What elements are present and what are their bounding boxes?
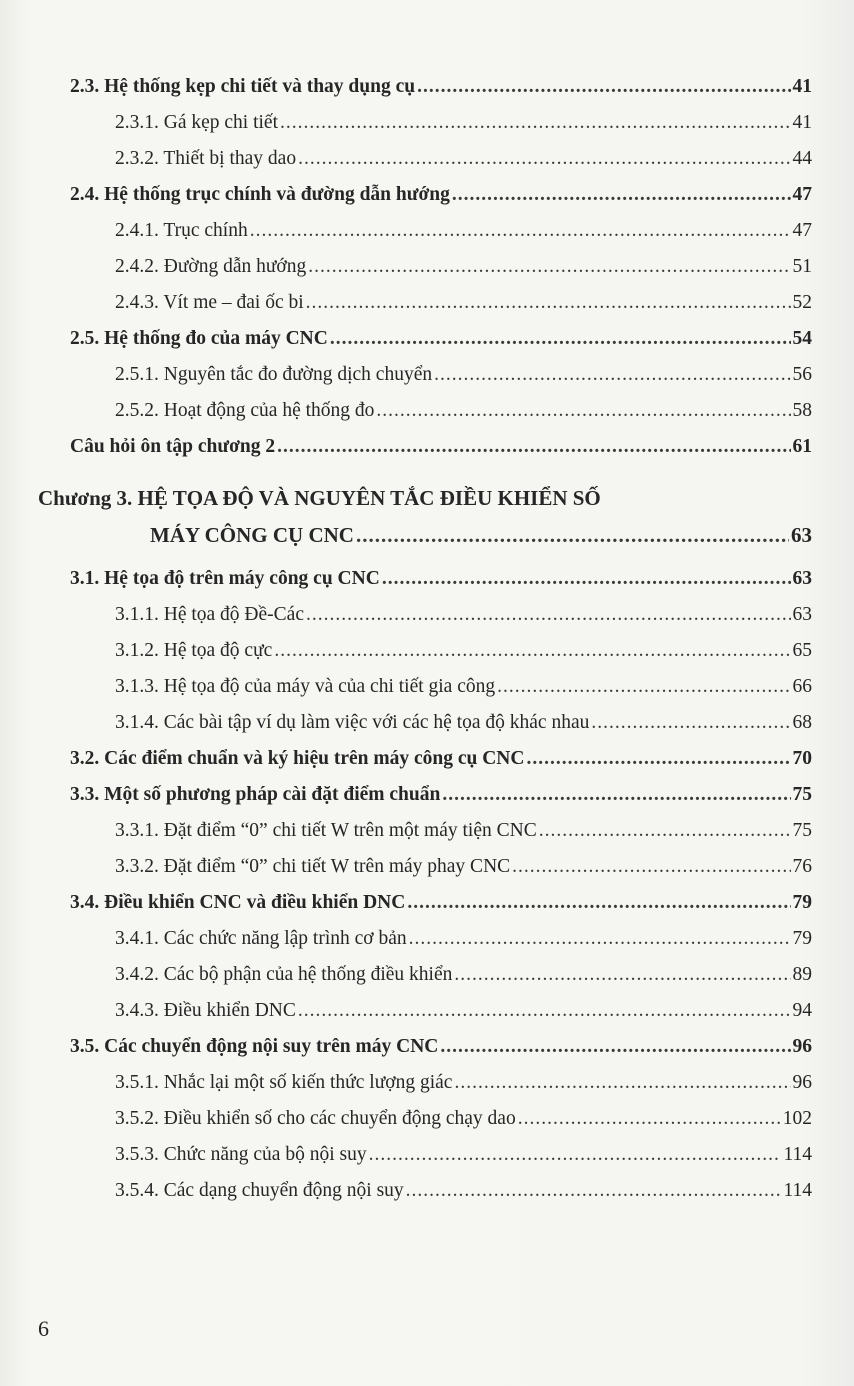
toc-entry-page: 114 xyxy=(783,1180,812,1201)
toc-entry-title: 3.3.1. Đặt điểm “0” chi tiết W trên một máy tiện CNC xyxy=(115,820,537,841)
toc-entry-3-2[interactable] xyxy=(70,747,812,771)
toc-entry-page: 54 xyxy=(792,328,812,349)
toc-leader-dots xyxy=(497,675,790,699)
toc-entry-title: 3.5.3. Chức năng của bộ nội suy xyxy=(115,1144,367,1165)
toc-entry-3-3-1[interactable] xyxy=(115,819,812,843)
toc-leader-dots xyxy=(512,855,790,879)
toc-leader-dots xyxy=(526,747,790,771)
toc-leader-dots xyxy=(452,183,791,207)
toc-leader-dots xyxy=(539,819,791,843)
toc-entry-2-4[interactable] xyxy=(70,183,812,207)
toc-entry-title: 3.5.4. Các dạng chuyển động nội suy xyxy=(115,1180,404,1201)
toc-entry-2-5-2[interactable] xyxy=(115,399,812,423)
toc-entry-review-questions[interactable] xyxy=(70,435,812,459)
toc-entry-page: 61 xyxy=(792,436,812,457)
toc-entry-title: 3.5.2. Điều khiển số cho các chuyển động chạy dao xyxy=(115,1108,516,1129)
toc-entry-title: 2.3.2. Thiết bị thay dao xyxy=(115,148,297,169)
toc-leader-dots xyxy=(306,291,791,315)
toc-entry-page: 75 xyxy=(792,784,812,805)
toc-leader-dots xyxy=(440,1035,790,1059)
toc-leader-dots xyxy=(454,1071,790,1095)
toc-entry-title: 3.1. Hệ tọa độ trên máy công cụ CNC xyxy=(70,568,380,589)
toc-entry-2-4-3[interactable] xyxy=(115,291,812,315)
toc-leader-dots xyxy=(382,567,791,591)
chapter-heading-line1: Chương 3. HỆ TỌA ĐỘ VÀ NGUYÊN TẮC ĐIỀU KHIỂN SỐ xyxy=(38,486,601,510)
toc-entry-3-1-2[interactable] xyxy=(115,639,812,663)
toc-leader-dots xyxy=(376,399,790,423)
toc-entry-title: 3.4.2. Các bộ phận của hệ thống điều khiển xyxy=(115,964,453,985)
toc-entry-title: 2.4.3. Vít me – đai ốc bi xyxy=(115,292,304,313)
toc-leader-dots xyxy=(277,435,790,459)
toc-entry-2-5-1[interactable] xyxy=(115,363,812,387)
toc-entry-page: 75 xyxy=(792,820,812,841)
toc-entry-page: 65 xyxy=(792,640,812,661)
toc-leader-dots xyxy=(369,1143,782,1167)
chapter-heading-line2[interactable] xyxy=(150,522,812,548)
toc-entry-page: 79 xyxy=(792,892,812,913)
toc-entry-3-5-3[interactable] xyxy=(115,1143,812,1167)
toc-entry-title: 3.3. Một số phương pháp cài đặt điểm chuẩn xyxy=(70,784,441,805)
toc-entry-page: 102 xyxy=(782,1108,812,1129)
toc-entry-title: 2.3. Hệ thống kẹp chi tiết và thay dụng cụ xyxy=(70,76,416,97)
toc-entry-title: 2.4.1. Trục chính xyxy=(115,220,248,241)
toc-entry-title: 2.4.2. Đường dẫn hướng xyxy=(115,256,307,277)
toc-entry-3-1-3[interactable] xyxy=(115,675,812,699)
toc-entry-title: 3.1.3. Hệ tọa độ của máy và của chi tiết gia công xyxy=(115,676,496,697)
toc-entry-title: 2.5.1. Nguyên tắc đo đường dịch chuyển xyxy=(115,364,433,385)
toc-entry-title: 3.4.3. Điều khiển DNC xyxy=(115,1000,296,1021)
toc-leader-dots xyxy=(454,963,790,987)
toc-entry-3-1[interactable] xyxy=(70,567,812,591)
toc-leader-dots xyxy=(407,891,790,915)
chapter-title-continued: MÁY CÔNG CỤ CNC xyxy=(150,523,354,547)
toc-entry-page: 114 xyxy=(783,1144,812,1165)
toc-entry-title: 3.4. Điều khiển CNC và điều khiển DNC xyxy=(70,892,406,913)
toc-entry-page: 52 xyxy=(792,292,812,313)
toc-leader-dots xyxy=(274,639,790,663)
toc-entry-title: 3.2. Các điểm chuẩn và ký hiệu trên máy công cụ CNC xyxy=(70,748,525,769)
toc-leader-dots xyxy=(417,75,790,99)
toc-entry-page: 79 xyxy=(792,928,812,949)
toc-leader-dots xyxy=(518,1107,781,1131)
toc-entry-title: 2.5. Hệ thống đo của máy CNC xyxy=(70,328,328,349)
toc-entry-3-1-4[interactable] xyxy=(115,711,812,735)
toc-entry-3-4[interactable] xyxy=(70,891,812,915)
toc-leader-dots xyxy=(591,711,790,735)
toc-entry-title: 3.3.2. Đặt điểm “0” chi tiết W trên máy phay CNC xyxy=(115,856,511,877)
toc-entry-page: 41 xyxy=(792,76,812,97)
toc-entry-3-5-4[interactable] xyxy=(115,1179,812,1203)
toc-entry-3-4-1[interactable] xyxy=(115,927,812,951)
toc-entry-page: 47 xyxy=(792,184,812,205)
toc-entry-page: 76 xyxy=(792,856,812,877)
toc-entry-title: 3.5.1. Nhắc lại một số kiến thức lượng giác xyxy=(115,1072,453,1093)
toc-entry-page: 89 xyxy=(792,964,812,985)
toc-entry-page: 96 xyxy=(792,1072,812,1093)
toc-entry-page: 56 xyxy=(792,364,812,385)
toc-entry-3-3[interactable] xyxy=(70,783,812,807)
toc-entry-2-4-1[interactable] xyxy=(115,219,812,243)
toc-leader-dots xyxy=(306,603,791,627)
toc-entry-title: 2.4. Hệ thống trục chính và đường dẫn hướng xyxy=(70,184,450,205)
toc-leader-dots xyxy=(308,255,790,279)
toc-entry-2-4-2[interactable] xyxy=(115,255,812,279)
toc-leader-dots xyxy=(250,219,791,243)
toc-entry-2-3-2[interactable] xyxy=(115,147,812,171)
toc-entry-page: 58 xyxy=(792,400,812,421)
toc-entry-page: 94 xyxy=(792,1000,812,1021)
toc-entry-title: 3.1.2. Hệ tọa độ cực xyxy=(115,640,273,661)
toc-entry-3-1-1[interactable] xyxy=(115,603,812,627)
toc-entry-page: 63 xyxy=(792,604,812,625)
toc-entry-3-5[interactable] xyxy=(70,1035,812,1059)
toc-entry-title: 2.5.2. Hoạt động của hệ thống đo xyxy=(115,400,375,421)
toc-leader-dots xyxy=(298,147,790,171)
toc-entry-2-3-1[interactable] xyxy=(115,111,812,135)
toc-entry-title: 2.3.1. Gá kẹp chi tiết xyxy=(115,112,278,133)
toc-entry-title: 3.1.1. Hệ tọa độ Đề-Các xyxy=(115,604,304,625)
toc-entry-3-5-1[interactable] xyxy=(115,1071,812,1095)
toc-entry-3-5-2[interactable] xyxy=(115,1107,812,1131)
toc-entry-page: 63 xyxy=(792,568,812,589)
toc-leader-dots xyxy=(434,363,790,387)
toc-leader-dots xyxy=(298,999,791,1023)
page-number: 6 xyxy=(38,1316,49,1341)
toc-entry-page: 66 xyxy=(792,676,812,697)
toc-entry-3-3-2[interactable] xyxy=(115,855,812,879)
toc-entry-3-4-2[interactable] xyxy=(115,963,812,987)
toc-leader-dots xyxy=(409,927,791,951)
toc-entry-page: 47 xyxy=(792,220,812,241)
toc-entry-2-5[interactable] xyxy=(70,327,812,351)
toc-entry-title: 3.5. Các chuyển động nội suy trên máy CNC xyxy=(70,1036,439,1057)
toc-entry-page: 51 xyxy=(792,256,812,277)
toc-leader-dots xyxy=(442,783,790,807)
toc-entry-3-4-3[interactable] xyxy=(115,999,812,1023)
toc-entry-page: 70 xyxy=(792,748,812,769)
toc-entry-page: 41 xyxy=(792,112,812,133)
toc-leader-dots xyxy=(356,522,789,548)
toc-entry-2-3[interactable] xyxy=(70,75,812,99)
toc-leader-dots xyxy=(406,1179,782,1203)
toc-entry-page: 96 xyxy=(792,1036,812,1057)
toc-entry-title: 3.4.1. Các chức năng lập trình cơ bản xyxy=(115,928,407,949)
toc-entry-page: 63 xyxy=(791,523,812,547)
toc-leader-dots xyxy=(330,327,791,351)
toc-leader-dots xyxy=(280,111,791,135)
toc-entry-title: Câu hỏi ôn tập chương 2 xyxy=(70,436,276,457)
toc-entry-page: 44 xyxy=(792,148,812,169)
toc-entry-title: 3.1.4. Các bài tập ví dụ làm việc với các hệ tọa độ khác nhau xyxy=(115,712,590,733)
toc-entry-page: 68 xyxy=(792,712,812,733)
